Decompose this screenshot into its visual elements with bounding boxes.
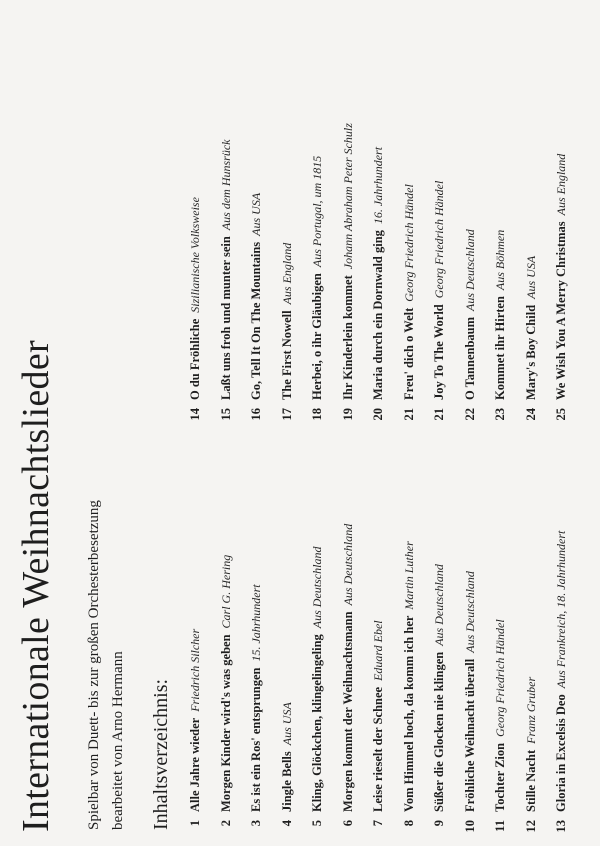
- song-title: Herbei, o ihr Gläubigen: [310, 273, 324, 400]
- toc-entry-number: 11: [493, 820, 507, 832]
- toc-entry-title: [249, 584, 264, 812]
- toc-entry-title: [493, 230, 508, 400]
- song-origin: Aus Deutschland: [462, 229, 477, 311]
- song-title: Fröhliche Weihnacht überall: [462, 658, 477, 812]
- song-origin: Georg Friedrich Händel: [493, 619, 507, 737]
- song-title: Alle Jahre wieder: [188, 717, 202, 812]
- toc-entry-title: [402, 184, 417, 400]
- toc-entry-title: [219, 555, 234, 812]
- song-origin: Georg Friedrich Händel: [432, 180, 446, 299]
- song-origin: Aus Deutschland: [432, 564, 446, 646]
- toc-entry-title: [554, 154, 569, 400]
- toc-entry-number: 3: [249, 820, 263, 827]
- song-title: We Wish You A Merry Christmas: [554, 221, 568, 400]
- song-origin: 15. Jahrhundert: [249, 584, 263, 662]
- song-origin: Aus USA: [279, 702, 294, 746]
- song-origin: Aus Portugal, um 1815: [310, 155, 324, 268]
- subtitle-line-1: Spielbar von Duett- bis zur großen Orchesterbesetzung: [86, 500, 102, 830]
- toc-entry-number: 25: [554, 408, 568, 421]
- song-title: O du Fröhliche: [188, 318, 202, 400]
- toc-entry-title: [188, 197, 203, 400]
- toc-entry-number: 17: [279, 408, 294, 421]
- toc-entry-number: 22: [462, 408, 477, 421]
- subtitle-line-2: bearbeitet von Arno Hermann: [110, 651, 126, 830]
- toc-entry-title: [219, 140, 234, 400]
- toc-entry-title: [249, 193, 264, 400]
- toc-entry-title: [463, 571, 478, 812]
- song-origin: Johann Abraham Peter Schulz: [340, 123, 355, 270]
- song-origin: Georg Friedrich Händel: [401, 184, 416, 302]
- toc-entry-number: 1: [188, 820, 202, 827]
- toc-entry-title: [524, 256, 539, 400]
- toc-entry-number: 10: [462, 820, 477, 833]
- song-origin: Aus Deutschland: [310, 546, 324, 629]
- toc-entry-title: [463, 229, 478, 400]
- toc-entry-number: 5: [310, 820, 324, 827]
- toc-entry-title: [493, 619, 508, 812]
- song-title: Maria durch ein Dornwald ging: [371, 230, 385, 400]
- toc-entry-number: 16: [249, 408, 263, 421]
- song-title: Vom Himmel hoch, da komm ich her: [401, 615, 416, 812]
- song-origin: Franz Gruber: [523, 676, 538, 744]
- toc-entry-title: [371, 620, 386, 812]
- song-title: The First Nowell: [279, 310, 294, 400]
- song-origin: Aus USA: [523, 255, 538, 299]
- song-origin: Aus England: [279, 242, 294, 305]
- page-title: Internationale Weihnachtslieder: [15, 340, 57, 832]
- toc-entry-title: [524, 677, 539, 812]
- toc-heading: Inhaltsverzeichnis:: [150, 678, 172, 830]
- song-title: Morgen Kinder wird's was geben: [218, 634, 233, 812]
- toc-entry-number: 23: [493, 408, 507, 421]
- song-title: Joy To The World: [432, 304, 446, 400]
- toc-entry-number: 20: [371, 408, 385, 421]
- toc-entry-number: 14: [188, 408, 202, 421]
- toc-entry-title: [341, 123, 356, 400]
- song-title: Gloria in Excelsis Deo: [554, 694, 568, 812]
- toc-entry-number: 21: [432, 408, 446, 421]
- toc-entry-title: [280, 243, 295, 400]
- toc-entry-title: [371, 147, 386, 400]
- song-origin: Friedrich Silcher: [188, 628, 202, 712]
- song-origin: Carl G. Hering: [218, 554, 233, 629]
- song-title: Go, Tell It On The Mountains: [249, 241, 263, 400]
- song-title: Es ist ein Ros' entsprungen: [249, 667, 263, 812]
- toc-entry-title: [432, 564, 447, 812]
- toc-entry-number: 9: [432, 820, 446, 827]
- toc-entry-number: 21: [401, 408, 416, 421]
- song-origin: Aus dem Hunsrück: [218, 139, 233, 231]
- toc-entry-number: 19: [340, 408, 355, 421]
- song-origin: Sizilianische Volksweise: [188, 197, 202, 313]
- toc-entry-title: [432, 181, 447, 400]
- song-title: Jingle Bells: [279, 751, 294, 812]
- song-title: Leise rieselt der Schnee: [371, 686, 385, 812]
- toc-entry-title: [554, 531, 569, 812]
- toc-entry-title: [341, 524, 356, 812]
- toc-entry-title: [310, 156, 325, 400]
- toc-entry-title: [402, 541, 417, 812]
- song-title: Freu' dich o Welt: [401, 307, 416, 400]
- song-title: Morgen kommt der Weihnachtsmann: [340, 611, 355, 812]
- song-origin: Aus Deutschland: [340, 523, 355, 606]
- song-title: Stille Nacht: [523, 749, 538, 812]
- toc-entry-number: 13: [554, 820, 568, 833]
- song-origin: 16. Jahrhundert: [371, 146, 385, 225]
- song-title: Kommet ihr Hirten: [493, 296, 507, 400]
- toc-entry-number: 15: [218, 408, 233, 421]
- toc-entry-title: [310, 547, 325, 812]
- toc-entry-number: 24: [523, 408, 538, 421]
- song-origin: Aus Frankreich, 18. Jahrhundert: [554, 530, 568, 689]
- toc-entry-title: [280, 702, 295, 812]
- song-title: Tochter Zion: [493, 742, 507, 812]
- toc-entry-number: 18: [310, 408, 324, 421]
- song-origin: Aus USA: [249, 192, 263, 236]
- song-origin: Aus Deutschland: [462, 571, 477, 653]
- toc-entry-number: 2: [218, 820, 233, 827]
- song-origin: Aus England: [554, 153, 568, 216]
- song-title: Laßt uns froh und munter sein: [218, 236, 233, 400]
- toc-entry-number: 6: [340, 820, 355, 827]
- song-origin: Martin Luther: [401, 541, 416, 610]
- toc-entry-number: 8: [401, 820, 416, 827]
- toc-entry-number: 4: [279, 820, 294, 827]
- toc-entry-title: [188, 629, 203, 812]
- song-title: Mary's Boy Child: [523, 304, 538, 400]
- song-origin: Aus Böhmen: [493, 229, 507, 291]
- toc-entry-number: 12: [523, 820, 538, 833]
- song-title: O Tannenbaum: [462, 316, 477, 400]
- song-title: Kling, Glöckchen, klingelingeling: [310, 634, 324, 812]
- song-title: Ihr Kinderlein kommet: [340, 275, 355, 400]
- song-title: Süßer die Glocken nie klingen: [432, 651, 446, 812]
- song-origin: Eduard Ebel: [371, 620, 385, 681]
- toc-entry-number: 7: [371, 820, 385, 827]
